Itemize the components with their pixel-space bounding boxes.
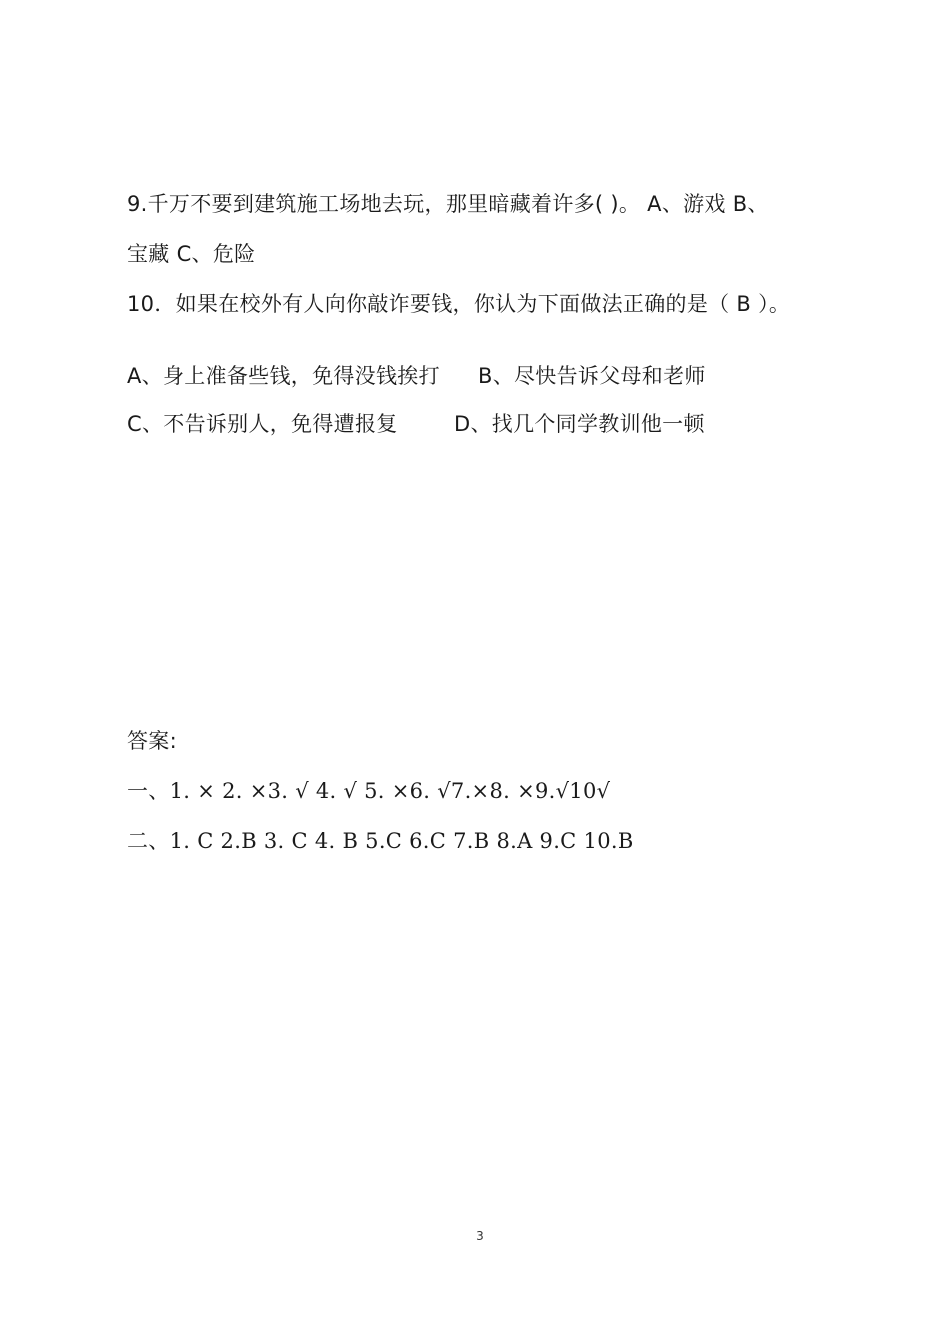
question-10-option-c: C、不告诉别人，免得遭报复 xyxy=(127,412,398,436)
question-9-line-2: 宝藏 C、危险 xyxy=(127,242,256,266)
answers-part-2: 二、1. C 2.B 3. C 4. B 5.C 6.C 7.B 8.A 9.C 10.B xyxy=(127,829,634,853)
question-10-option-d: D、找几个同学教训他一顿 xyxy=(454,412,705,436)
page-number: 3 xyxy=(476,1229,484,1243)
question-10-stem: 10．如果在校外有人向你敲诈要钱，你认为下面做法正确的是（ B ）。 xyxy=(127,292,791,316)
answers-part-1: 一、1. × 2. ×3. √ 4. √ 5. ×6. √7.×8. ×9.√10√ xyxy=(127,779,611,803)
answers-heading: 答案: xyxy=(127,729,177,753)
question-9-line-1: 9.千万不要到建筑施工场地去玩，那里暗藏着许多( )。 A、游戏 B、 xyxy=(127,192,769,216)
question-10-option-b: B、尽快告诉父母和老师 xyxy=(478,364,706,388)
question-10-option-a: A、身上准备些钱，免得没钱挨打 xyxy=(127,364,440,388)
